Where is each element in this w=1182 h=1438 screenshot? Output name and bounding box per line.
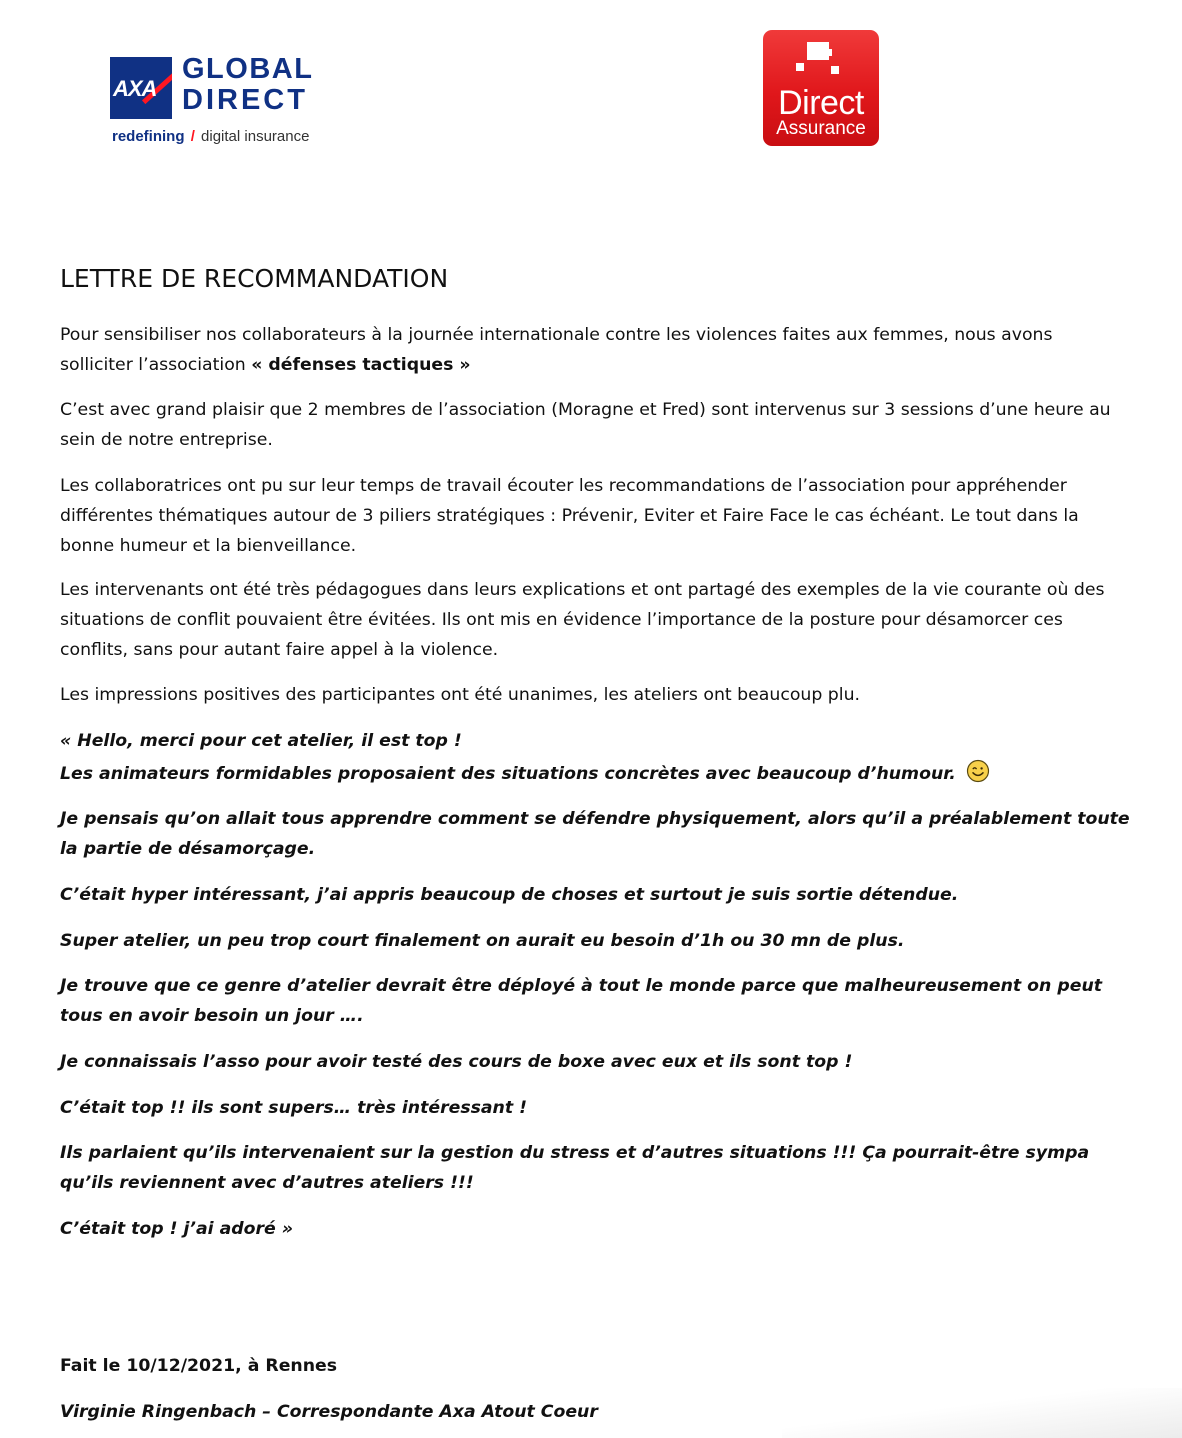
axa-tagline-bold: redefining [112,128,185,145]
paragraph-2 [60,396,1130,456]
testimonial-6-text: Je connaissais l’asso pour avoir testé des cours de boxe avec eux et ils sont top ! [60,1052,853,1072]
testimonial-9-text: C’était top ! j’ai adoré » [60,1219,293,1239]
page-shadow [782,1388,1182,1438]
da-logo-square [831,66,839,74]
paragraph-2-text: C’est avec grand plaisir que 2 membres de l’association (Moragne et Fred) sont intervenus sur 3 sessions d’une heure au sein de notre entreprise. [60,400,1111,450]
testimonial-2 [60,805,1130,865]
document-title: LETTRE DE RECOMMANDATION [60,264,449,293]
testimonial-2-text: Je pensais qu’on allait tous apprendre comment se défendre physiquement, alors qu’il a préalablement toute la partie de désamorçage. [60,809,1130,859]
testimonial-5-text: Je trouve que ce genre d’atelier devrait être déployé à tout le monde parce que malheureusement on peut tous en avoir besoin un jour …. [60,976,1103,1026]
testimonial-5 [60,972,1130,1032]
paragraph-1-text: Pour sensibiliser nos collaborateurs à la journée internationale contre les violences faites aux femmes, nous avons solliciter l’association [60,325,1053,375]
paragraph-3-text: Les collaboratrices ont pu sur leur temps de travail écouter les recommandations de l’association pour appréhender différentes thématiques autour de 3 piliers stratégiques : Prévenir, Eviter et Faire Face le cas échéant. Le tout dans la bonne humeur et la bienveillance. [60,476,1079,556]
testimonial-1 [60,727,1130,790]
paragraph-4-text: Les intervenants ont été très pédagogues dans leurs explications et ont partagé des exemples de la vie courante où des situations de conflit pouvaient être évitées. Ils ont mis en évidence l’importance de la posture pour désamorcer ces conflits, sans pour autant faire appel à la violence. [60,580,1105,660]
testimonial-4-text: Super atelier, un peu trop court finalement on aurait eu besoin d’1h ou 30 mn de plus. [60,931,905,951]
axa-tagline [112,128,309,145]
axa-box-text: AXA [113,76,157,101]
smiley-face-icon [966,759,990,783]
axa-global-direct-logo [110,53,325,152]
axa-logo-line1: GLOBAL [182,53,314,85]
da-logo-line1: Direct [778,84,864,122]
testimonial-1-line1: « Hello, merci pour cet atelier, il est top ! [60,731,462,751]
association-name: « défenses tactiques » [251,354,471,375]
paragraph-5 [60,681,1130,711]
paragraph-5-text: Les impressions positives des participantes ont été unanimes, les ateliers ont beaucoup plu. [60,685,861,705]
testimonial-3-text: C’était hyper intéressant, j’ai appris beaucoup de choses et surtout je suis sortie détendue. [60,885,959,905]
testimonial-8-text: Ils parlaient qu’ils intervenaient sur la gestion du stress et d’autres situations !!! Ça pourrait-être sympa qu’ils reviennent avec d’autres ateliers !!! [60,1143,1090,1193]
testimonial-8 [60,1139,1130,1199]
paragraph-1 [60,321,1130,381]
date-place: Fait le 10/12/2021, à Rennes [60,1356,338,1376]
testimonial-3 [60,881,1130,911]
axa-tagline-rest: digital insurance [201,128,310,145]
testimonial-7 [60,1094,1130,1124]
da-logo-square [796,63,804,71]
testimonial-9 [60,1215,1130,1245]
axa-tagline-slash: / [190,128,195,145]
signer-name: Virginie Ringenbach – Correspondante Axa Atout Coeur [60,1402,598,1422]
testimonial-4 [60,927,1130,957]
paragraph-3 [60,472,1130,561]
direct-assurance-logo [763,30,879,146]
testimonial-1-line2-wrap [60,759,1130,790]
testimonial-6 [60,1048,1130,1078]
paragraph-4 [60,576,1130,665]
axa-logo-box [110,57,172,119]
da-logo-square [825,49,832,56]
testimonial-7-text: C’était top !! ils sont supers… très intéressant ! [60,1098,528,1118]
axa-logo-line2: DIRECT [182,84,308,116]
da-logo-line2: Assurance [776,118,866,139]
testimonial-1-line2: Les animateurs formidables proposaient des situations concrètes avec beaucoup d’humour. [60,763,956,784]
